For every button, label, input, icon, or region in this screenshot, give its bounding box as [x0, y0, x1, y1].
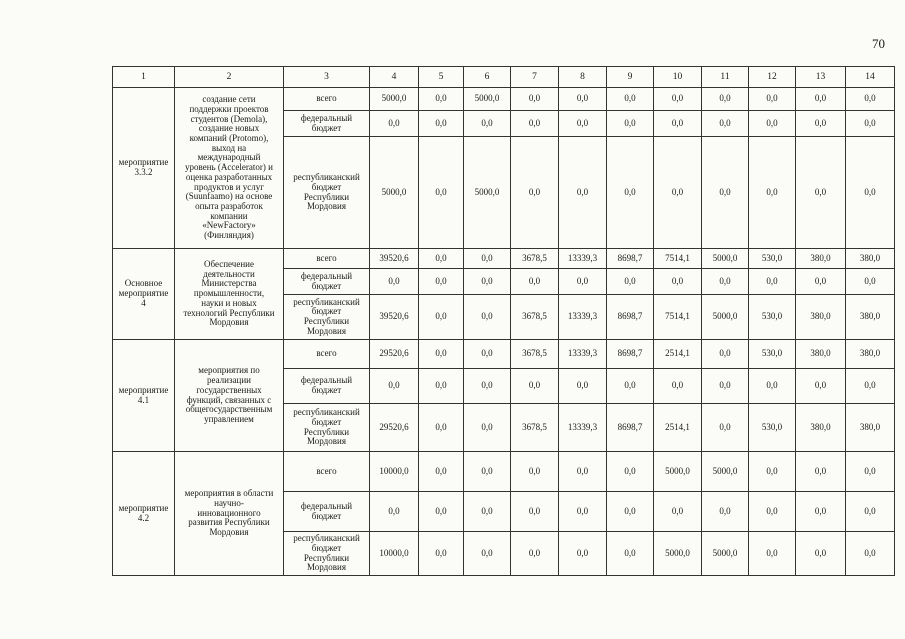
table-row [113, 88, 895, 111]
funding-source-cell: федеральный бюджет [284, 111, 370, 137]
value-cell: 0,0 [702, 340, 749, 369]
value-cell: 2514,1 [654, 340, 702, 369]
value-cell: 0,0 [607, 269, 654, 295]
value-cell: 0,0 [702, 269, 749, 295]
value-cell: 380,0 [846, 404, 895, 452]
value-cell: 0,0 [419, 452, 464, 492]
value-cell: 530,0 [749, 404, 796, 452]
funding-source-cell: республиканский бюджет Республики Мордовия [284, 137, 370, 249]
funding-source-cell: республиканский бюджет Республики Мордовия [284, 404, 370, 452]
value-cell: 8698,7 [607, 340, 654, 369]
value-cell: 380,0 [796, 404, 846, 452]
value-cell: 0,0 [846, 452, 895, 492]
value-cell: 380,0 [796, 295, 846, 340]
value-cell: 0,0 [419, 111, 464, 137]
column-header: 8 [559, 67, 607, 88]
value-cell: 0,0 [419, 137, 464, 249]
funding-source-cell: всего [284, 340, 370, 369]
value-cell: 0,0 [419, 340, 464, 369]
event-name-cell: создание сети поддержки проектов студентов (Demola), создание новых компаний (Protomo), выход на международный уровень (Accelerator) и оценка разработанных продуктов и услуг (Suunfaamo) на основе опыта разработок компании «NewFactory» (Финляндия) [175, 88, 284, 249]
value-cell: 530,0 [749, 295, 796, 340]
value-cell: 0,0 [796, 492, 846, 532]
value-cell: 0,0 [607, 492, 654, 532]
value-cell: 0,0 [559, 111, 607, 137]
value-cell: 0,0 [419, 369, 464, 404]
value-cell: 0,0 [796, 137, 846, 249]
column-header: 5 [419, 67, 464, 88]
value-cell: 3678,5 [511, 404, 559, 452]
funding-source-cell: всего [284, 249, 370, 269]
column-header: 4 [370, 67, 419, 88]
value-cell: 0,0 [607, 137, 654, 249]
value-cell: 0,0 [559, 269, 607, 295]
value-cell: 0,0 [464, 369, 511, 404]
value-cell: 5000,0 [464, 137, 511, 249]
value-cell: 0,0 [419, 295, 464, 340]
value-cell: 0,0 [607, 111, 654, 137]
value-cell: 0,0 [796, 88, 846, 111]
value-cell: 0,0 [419, 249, 464, 269]
value-cell: 0,0 [749, 137, 796, 249]
funding-source-cell: республиканский бюджет Республики Мордовия [284, 532, 370, 576]
table-row [113, 249, 895, 269]
value-cell: 0,0 [511, 88, 559, 111]
value-cell: 0,0 [846, 532, 895, 576]
value-cell: 0,0 [511, 369, 559, 404]
column-header: 6 [464, 67, 511, 88]
value-cell: 0,0 [702, 492, 749, 532]
value-cell: 0,0 [749, 88, 796, 111]
value-cell: 0,0 [749, 269, 796, 295]
value-cell: 530,0 [749, 249, 796, 269]
value-cell: 39520,6 [370, 295, 419, 340]
value-cell: 0,0 [511, 492, 559, 532]
value-cell: 0,0 [511, 137, 559, 249]
value-cell: 0,0 [559, 532, 607, 576]
value-cell: 0,0 [559, 137, 607, 249]
value-cell: 0,0 [846, 269, 895, 295]
value-cell: 0,0 [607, 369, 654, 404]
value-cell: 0,0 [419, 404, 464, 452]
value-cell: 0,0 [796, 452, 846, 492]
value-cell: 0,0 [607, 88, 654, 111]
event-name-cell: мероприятия по реализации государственных функций, связанных с общегосударственным управлением [175, 340, 284, 452]
value-cell: 0,0 [419, 88, 464, 111]
value-cell: 0,0 [511, 111, 559, 137]
event-name-cell: Обеспечение деятельности Министерства промышленности, науки и новых технологий Республики Мордовия [175, 249, 284, 340]
value-cell: 0,0 [370, 269, 419, 295]
value-cell: 0,0 [464, 532, 511, 576]
value-cell: 3678,5 [511, 249, 559, 269]
value-cell: 380,0 [846, 295, 895, 340]
value-cell: 0,0 [559, 492, 607, 532]
value-cell: 0,0 [511, 269, 559, 295]
value-cell: 0,0 [654, 369, 702, 404]
value-cell: 0,0 [607, 452, 654, 492]
value-cell: 0,0 [702, 111, 749, 137]
value-cell: 3678,5 [511, 295, 559, 340]
value-cell: 0,0 [559, 369, 607, 404]
value-cell: 0,0 [464, 340, 511, 369]
value-cell: 0,0 [702, 369, 749, 404]
table-body [113, 67, 895, 576]
value-cell: 10000,0 [370, 532, 419, 576]
value-cell: 0,0 [370, 369, 419, 404]
table-row [113, 452, 895, 492]
value-cell: 5000,0 [702, 532, 749, 576]
value-cell: 8698,7 [607, 249, 654, 269]
value-cell: 0,0 [559, 452, 607, 492]
value-cell: 5000,0 [702, 295, 749, 340]
value-cell: 0,0 [419, 269, 464, 295]
funding-source-cell: федеральный бюджет [284, 492, 370, 532]
value-cell: 39520,6 [370, 249, 419, 269]
event-cell: мероприятие 4.2 [113, 452, 175, 576]
column-header: 3 [284, 67, 370, 88]
value-cell: 29520,6 [370, 340, 419, 369]
value-cell: 5000,0 [370, 88, 419, 111]
value-cell: 0,0 [654, 492, 702, 532]
value-cell: 3678,5 [511, 340, 559, 369]
value-cell: 13339,3 [559, 249, 607, 269]
value-cell: 0,0 [464, 111, 511, 137]
value-cell: 0,0 [846, 137, 895, 249]
value-cell: 29520,6 [370, 404, 419, 452]
value-cell: 5000,0 [654, 452, 702, 492]
value-cell: 0,0 [749, 369, 796, 404]
value-cell: 5000,0 [702, 452, 749, 492]
value-cell: 0,0 [559, 88, 607, 111]
column-header: 11 [702, 67, 749, 88]
funding-source-cell: республиканский бюджет Республики Мордовия [284, 295, 370, 340]
value-cell: 0,0 [846, 88, 895, 111]
value-cell: 0,0 [796, 269, 846, 295]
value-cell: 0,0 [464, 295, 511, 340]
value-cell: 380,0 [796, 340, 846, 369]
column-header: 9 [607, 67, 654, 88]
value-cell: 0,0 [796, 369, 846, 404]
value-cell: 0,0 [654, 88, 702, 111]
value-cell: 0,0 [654, 137, 702, 249]
value-cell: 7514,1 [654, 249, 702, 269]
value-cell: 0,0 [796, 111, 846, 137]
value-cell: 0,0 [511, 532, 559, 576]
column-header: 2 [175, 67, 284, 88]
value-cell: 0,0 [607, 532, 654, 576]
funding-source-cell: федеральный бюджет [284, 369, 370, 404]
value-cell: 0,0 [654, 111, 702, 137]
funding-source-cell: федеральный бюджет [284, 269, 370, 295]
value-cell: 7514,1 [654, 295, 702, 340]
funding-source-cell: всего [284, 88, 370, 111]
column-header: 10 [654, 67, 702, 88]
value-cell: 0,0 [702, 88, 749, 111]
value-cell: 0,0 [749, 111, 796, 137]
value-cell: 0,0 [370, 111, 419, 137]
value-cell: 0,0 [419, 492, 464, 532]
event-cell: Основное мероприятие 4 [113, 249, 175, 340]
column-header: 7 [511, 67, 559, 88]
value-cell: 0,0 [464, 269, 511, 295]
value-cell: 5000,0 [702, 249, 749, 269]
value-cell: 10000,0 [370, 452, 419, 492]
column-header: 14 [846, 67, 895, 88]
header-row [113, 67, 895, 88]
value-cell: 380,0 [846, 340, 895, 369]
value-cell: 0,0 [464, 404, 511, 452]
value-cell: 0,0 [749, 532, 796, 576]
column-header: 1 [113, 67, 175, 88]
value-cell: 0,0 [419, 532, 464, 576]
value-cell: 0,0 [702, 404, 749, 452]
value-cell: 0,0 [846, 492, 895, 532]
value-cell: 0,0 [464, 452, 511, 492]
budget-table [112, 66, 895, 576]
value-cell: 0,0 [464, 249, 511, 269]
column-header: 12 [749, 67, 796, 88]
value-cell: 8698,7 [607, 295, 654, 340]
value-cell: 5000,0 [370, 137, 419, 249]
value-cell: 5000,0 [464, 88, 511, 111]
value-cell: 13339,3 [559, 295, 607, 340]
value-cell: 5000,0 [654, 532, 702, 576]
event-name-cell: мероприятия в области научно- инновационного развития Республики Мордовия [175, 452, 284, 576]
value-cell: 0,0 [702, 137, 749, 249]
column-header: 13 [796, 67, 846, 88]
page-number: 70 [872, 36, 885, 51]
value-cell: 530,0 [749, 340, 796, 369]
value-cell: 2514,1 [654, 404, 702, 452]
value-cell: 0,0 [796, 532, 846, 576]
value-cell: 13339,3 [559, 340, 607, 369]
value-cell: 13339,3 [559, 404, 607, 452]
table-row [113, 340, 895, 369]
value-cell: 0,0 [511, 452, 559, 492]
value-cell: 0,0 [846, 111, 895, 137]
value-cell: 380,0 [796, 249, 846, 269]
value-cell: 380,0 [846, 249, 895, 269]
value-cell: 0,0 [846, 369, 895, 404]
event-cell: мероприятие 4.1 [113, 340, 175, 452]
value-cell: 0,0 [370, 492, 419, 532]
funding-source-cell: всего [284, 452, 370, 492]
value-cell: 0,0 [464, 492, 511, 532]
value-cell: 8698,7 [607, 404, 654, 452]
value-cell: 0,0 [654, 269, 702, 295]
event-cell: мероприятие 3.3.2 [113, 88, 175, 249]
value-cell: 0,0 [749, 452, 796, 492]
value-cell: 0,0 [749, 492, 796, 532]
